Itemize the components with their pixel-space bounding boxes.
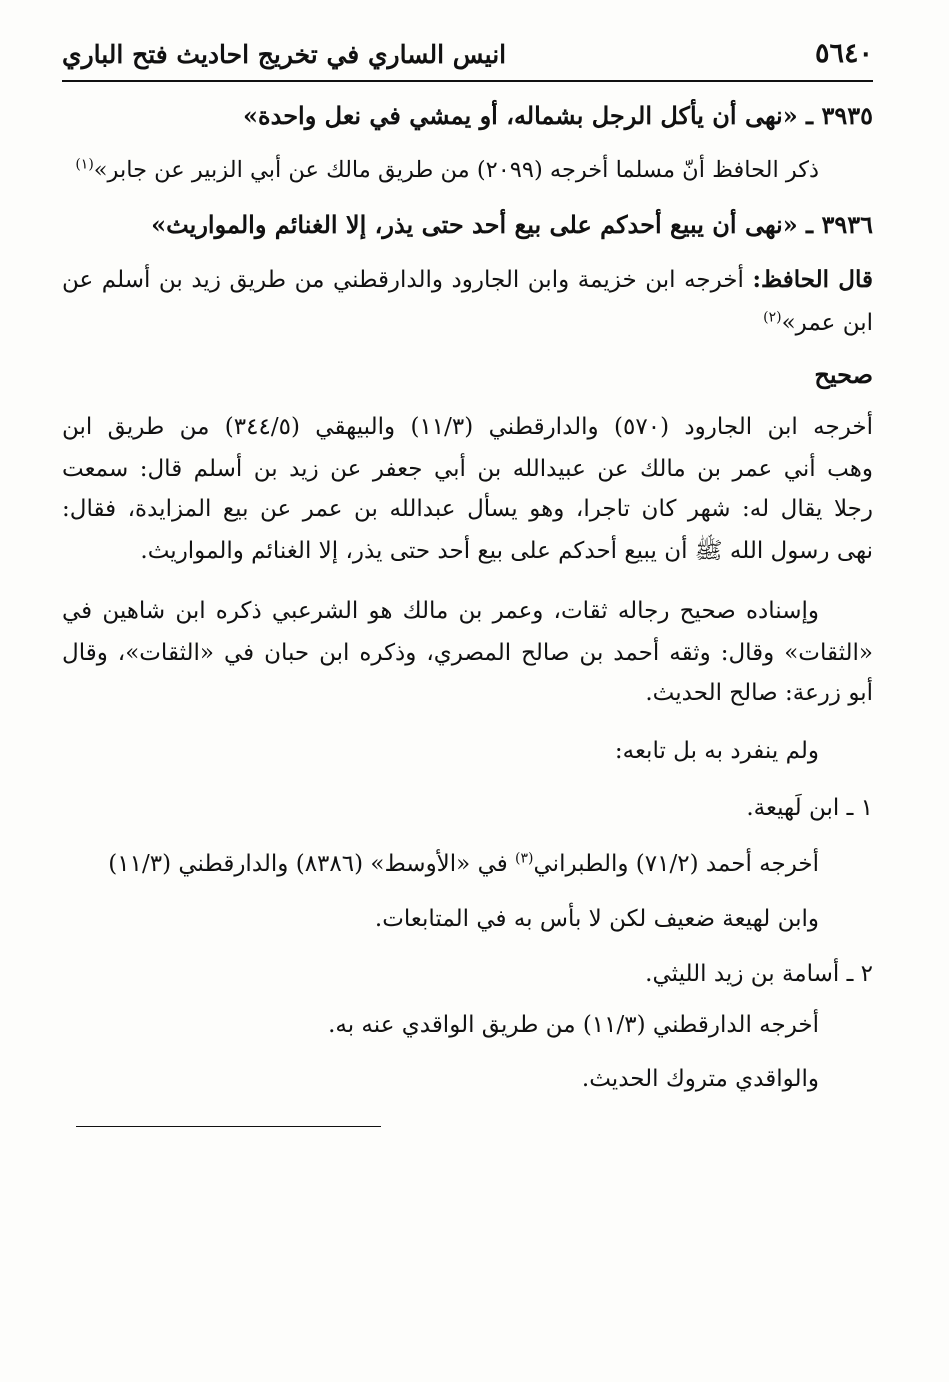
- footnote-ref-2[interactable]: (٢): [763, 309, 782, 326]
- item-1-text-a: أخرجه أحمد (٧١/٢) والطبراني: [533, 851, 819, 877]
- header-rule: [62, 80, 873, 82]
- hadith-heading-3935: ٣٩٣٥ ـ «نهى أن يأكل الرجل بشماله، أو يمشي في نعل واحدة»: [243, 101, 873, 130]
- hadith-heading-3936: ٣٩٣٦ ـ «نهى أن يبيع أحدكم على بيع أحد حتى يذر، إلا الغنائم والمواريث»: [151, 210, 873, 239]
- para2-line-2: «الثقات» وقال: وثقه أحمد بن صالح المصري، وذكره ابن حبان في «الثقات»، وقال: [62, 640, 873, 666]
- para1-line-1: أخرجه ابن الجارود (٥٧٠) والدارقطني (١١/٣) والبيهقي (٣٤٤/٥) من طريق ابن: [62, 414, 873, 440]
- hafiz-line-1: [62, 263, 873, 297]
- item-1-line-1: [62, 847, 819, 881]
- item-2-line-1: أخرجه الدارقطني (١١/٣) من طريق الواقدي عنه به.: [328, 1012, 819, 1038]
- item-2-title: ٢ ـ أسامة بن زيد الليثي.: [645, 961, 873, 987]
- item-1-line-2: وابن لهيعة ضعيف لكن لا بأس به في المتابعات.: [374, 906, 819, 932]
- footnote-rule: [76, 1126, 381, 1127]
- para2-line-3: أبو زرعة: صالح الحديث.: [645, 680, 873, 706]
- para1-line-3: رجلا يقال له: شهر كان تاجرا، وهو يسأل عبدالله بن عمر عن بيع المزايدة، فقال:: [62, 496, 873, 522]
- hafiz-text-1: أخرجه ابن خزيمة وابن الجارود والدارقطني من طريق زيد بن أسلم عن: [62, 267, 744, 293]
- book-title: انيس الساري في تخريج احاديث فتح الباري: [62, 40, 507, 69]
- hafiz-line-2: [62, 306, 873, 340]
- item-1-title: ١ ـ ابن لَهيعة.: [746, 795, 873, 821]
- hafiz-text-2: ابن عمر»: [781, 310, 873, 336]
- running-header: [62, 38, 873, 78]
- grade-heading: صحيح: [814, 360, 873, 389]
- item-1-text-b: في «الأوسط» (٨٣٨٦) والدارقطني (١١/٣): [108, 851, 516, 877]
- paragraph-3935-text: ذكر الحافظ أنّ مسلما أخرجه (٢٠٩٩) من طريق مالك عن أبي الزبير عن جابر»: [93, 157, 819, 183]
- paragraph-3935: [62, 153, 819, 187]
- para2-line-1: وإسناده صحيح رجاله ثقات، وعمر بن مالك هو الشرعبي ذكره ابن شاهين في: [62, 598, 819, 624]
- footnote-ref-3[interactable]: (٣): [515, 850, 534, 867]
- footnote-ref-1[interactable]: (١): [75, 156, 94, 173]
- page-number: ٥٦٤٠: [814, 38, 873, 69]
- hafiz-label: قال الحافظ:: [752, 266, 873, 293]
- para1-line-4: نهى رسول الله ﷺ أن يبيع أحدكم على بيع أحد حتى يذر، إلا الغنائم والمواريث.: [140, 538, 873, 564]
- item-2-line-2: والواقدي متروك الحديث.: [581, 1066, 819, 1092]
- para1-line-2: وهب أني عمر بن مالك عن عبيدالله بن أبي جعفر عن زيد بن أسلم قال: سمعت: [62, 456, 873, 482]
- follow-up-intro: ولم ينفرد به بل تابعه:: [614, 738, 819, 764]
